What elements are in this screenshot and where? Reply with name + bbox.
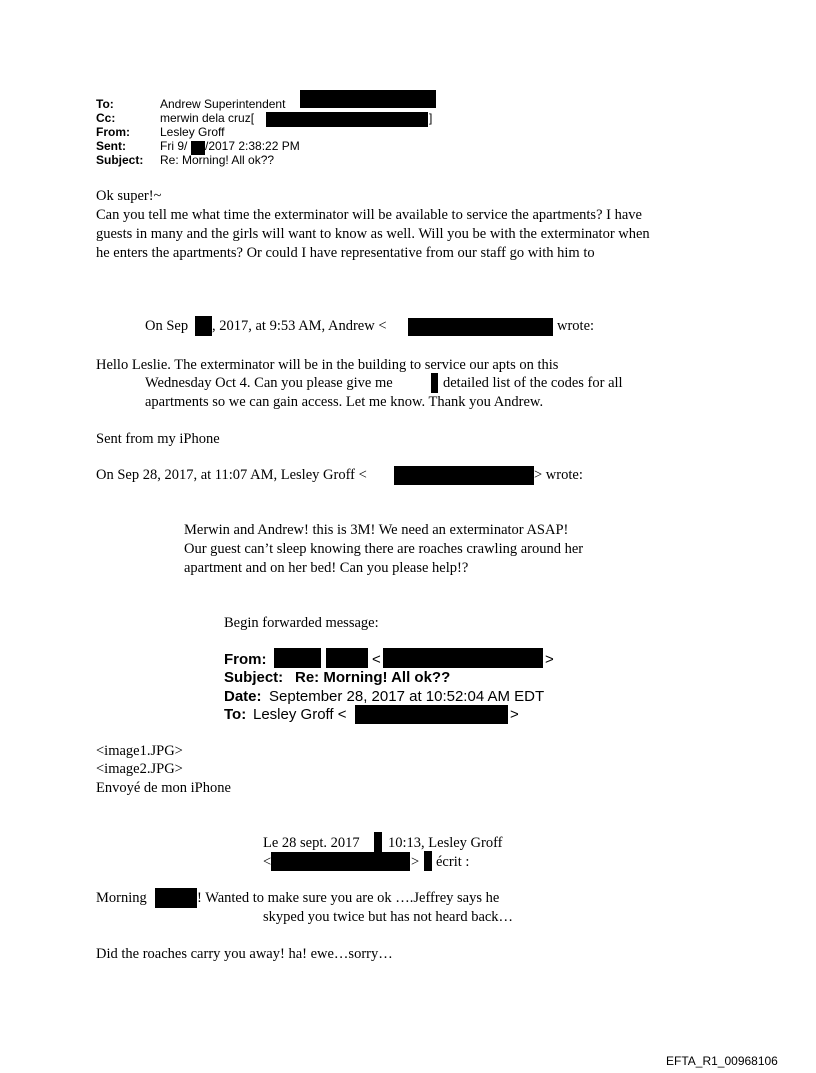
morning-line: ! Wanted to make sure you are ok ….Jeffrey says he	[197, 890, 500, 906]
redaction-bar	[424, 851, 432, 871]
lesley-line: Merwin and Andrew! this is 3M! We need an exterminator ASAP!	[184, 522, 569, 538]
fwd-to-gt: >	[510, 706, 519, 723]
french-intro: 10:13, Lesley Groff	[388, 835, 503, 851]
redaction-bar	[326, 648, 368, 668]
from-label: From:	[96, 125, 130, 139]
andrew-line: Hello Leslie. The exterminator will be in the building to service our apts on this	[96, 357, 559, 373]
reply-line: guests in many and the girls will want to know as well. Will you be with the exterminator when	[96, 226, 650, 242]
subject-label: Subject:	[96, 153, 144, 167]
andrew-line: apartments so we can gain access. Let me know. Thank you Andrew.	[145, 394, 544, 410]
redaction-bar	[155, 888, 197, 908]
to-value: Andrew Superintendent	[160, 97, 286, 111]
lesley-intro: On Sep 28, 2017, at 11:07 AM, Lesley Groff <	[96, 467, 367, 483]
envoye-iphone: Envoyé de mon iPhone	[96, 780, 231, 796]
redaction-bar	[394, 466, 534, 485]
andrew-intro-wrote: wrote:	[557, 318, 595, 334]
andrew-line: detailed list of the codes for all	[443, 375, 623, 391]
fwd-from-lt: <	[372, 651, 381, 668]
redaction-bar	[266, 112, 428, 127]
begin-forwarded: Begin forwarded message:	[224, 615, 379, 631]
sent-prefix: Fri 9/	[160, 139, 188, 153]
sent-suffix: /2017 2:38:22 PM	[205, 139, 300, 153]
redaction-bar	[383, 648, 543, 668]
sent-label: Sent:	[96, 139, 126, 153]
to-label: To:	[96, 97, 114, 111]
french-intro: Le 28 sept. 2017	[263, 835, 360, 851]
lesley-line: Our guest can’t sleep knowing there are roaches crawling around her	[184, 541, 584, 557]
sent-from-iphone: Sent from my iPhone	[96, 431, 220, 447]
redaction-bar	[300, 90, 436, 108]
attachment-image2: <image2.JPG>	[96, 761, 183, 777]
bates-number: EFTA_R1_00968106	[666, 1054, 778, 1068]
redaction-bar	[431, 373, 438, 393]
french-gt: >	[411, 854, 420, 870]
lesley-intro-wrote: > wrote:	[534, 467, 583, 483]
lesley-line: apartment and on her bed! Can you please help!?	[184, 560, 469, 576]
fwd-date-value: September 28, 2017 at 10:52:04 AM EDT	[269, 688, 545, 705]
fwd-from-gt: >	[545, 651, 554, 668]
reply-line: he enters the apartments? Or could I have representative from our staff go with him to	[96, 245, 595, 261]
reply-line: Ok super!~	[96, 188, 162, 204]
fwd-subject-value: Re: Morning! All ok??	[295, 669, 451, 686]
fwd-subject-label: Subject:	[224, 669, 284, 686]
french-ecrit: écrit :	[436, 854, 470, 870]
andrew-intro: , 2017, at 9:53 AM, Andrew <	[212, 318, 387, 334]
andrew-intro: On Sep	[145, 318, 189, 334]
cc-value: merwin dela cruz[	[160, 111, 255, 125]
redaction-bar	[408, 318, 553, 336]
closing-line: Did the roaches carry you away! ha! ewe…sorry…	[96, 946, 393, 962]
attachment-image1: <image1.JPG>	[96, 743, 183, 759]
from-value: Lesley Groff	[160, 125, 225, 139]
redaction-bar	[374, 832, 382, 852]
reply-line: Can you tell me what time the exterminator will be available to service the apartments? I have	[96, 207, 642, 223]
morning-line: Morning	[96, 890, 147, 906]
cc-label: Cc:	[96, 111, 116, 125]
fwd-to-label: To:	[224, 706, 247, 723]
french-lt: <	[263, 854, 272, 870]
fwd-date-label: Date:	[224, 688, 262, 705]
fwd-from-label: From:	[224, 651, 267, 668]
subject-value: Re: Morning! All ok??	[160, 153, 275, 167]
morning-line: skyped you twice but has not heard back…	[263, 909, 514, 925]
redaction-bar	[355, 705, 508, 724]
redaction-bar	[271, 852, 410, 871]
andrew-line: Wednesday Oct 4. Can you please give me	[145, 375, 393, 391]
fwd-to-value: Lesley Groff <	[253, 706, 347, 723]
redaction-bar	[274, 648, 321, 668]
redaction-bar	[195, 316, 212, 336]
cc-close: ]	[429, 111, 433, 125]
